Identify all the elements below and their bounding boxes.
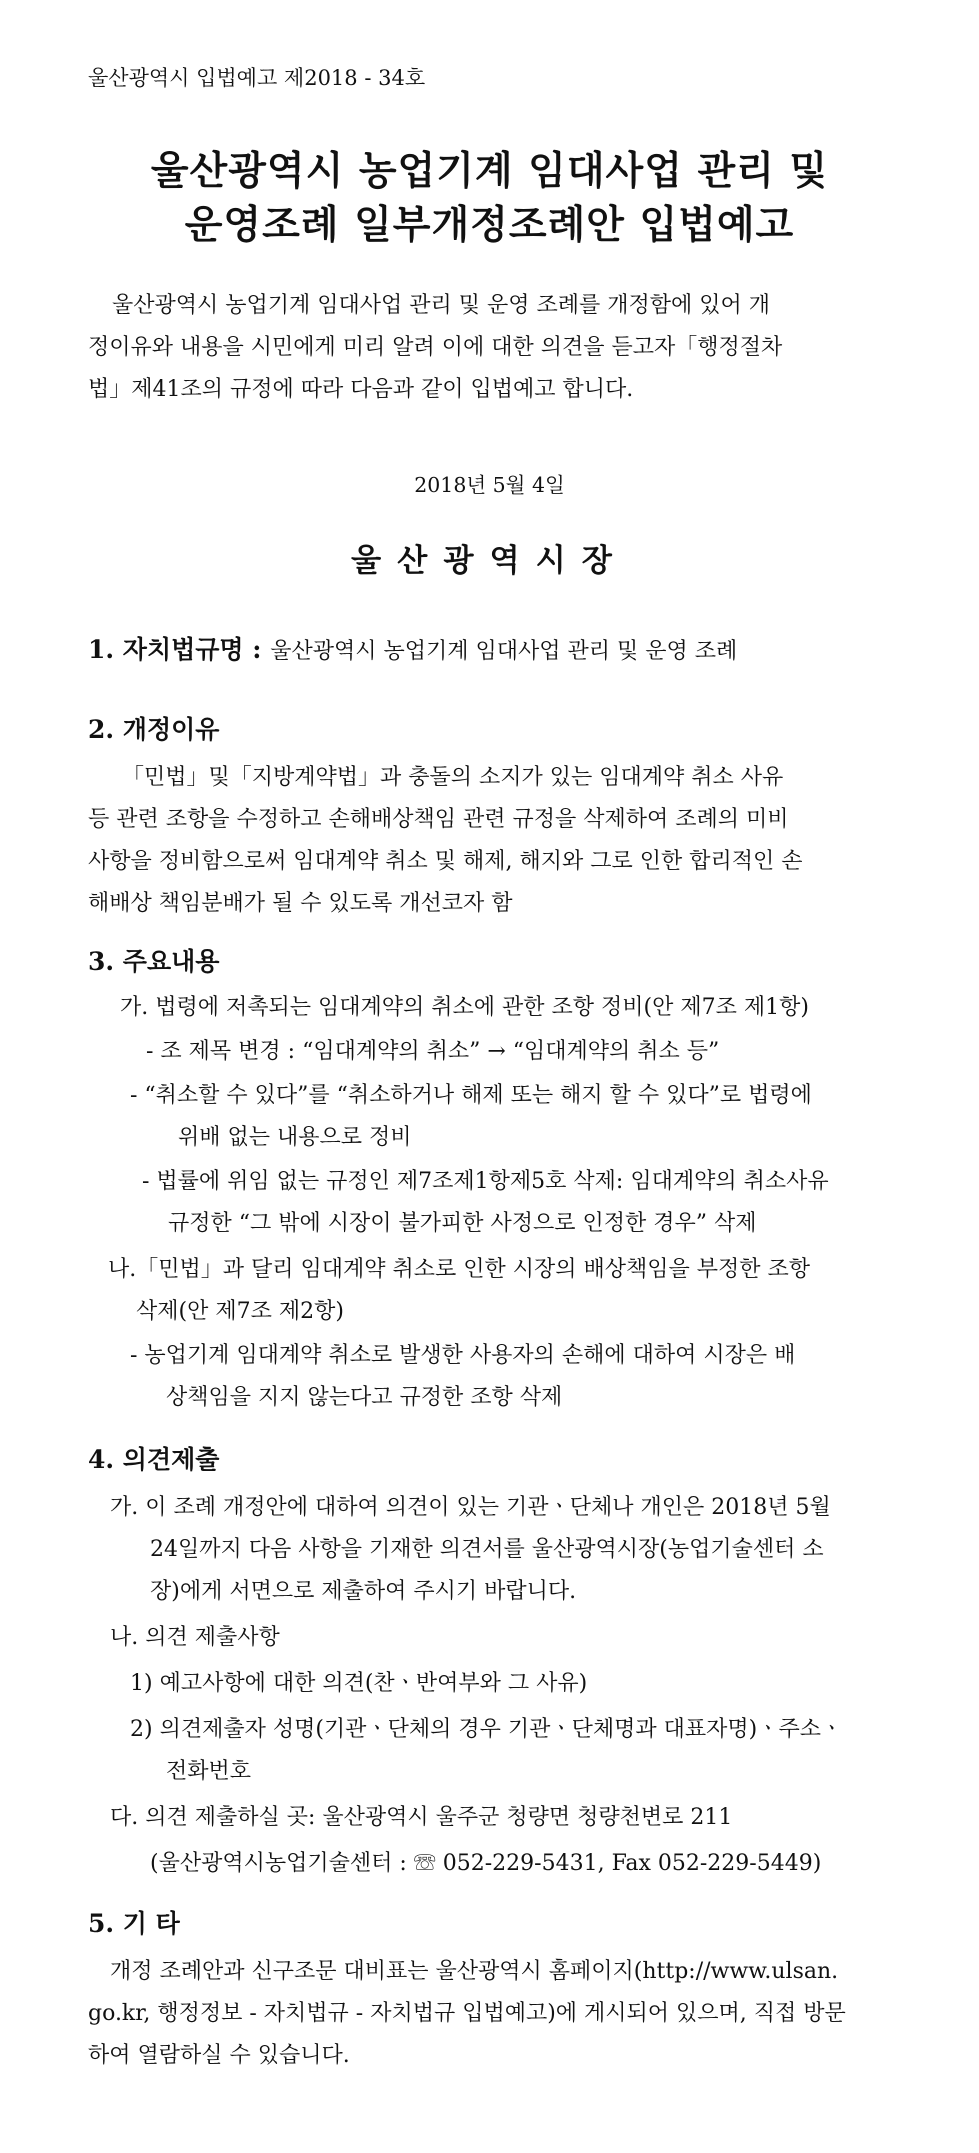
section-5-line-3: 하여 열람하실 수 있습니다. <box>88 2043 350 2068</box>
section-2-line-1: 「민법」및「지방계약법」과 충돌의 소지가 있는 임대계약 취소 사유 <box>122 765 784 790</box>
document-title-line-1: 울산광역시 농업기계 임대사업 관리 및 <box>150 148 829 194</box>
section-4-item-a-line-3: 장)에게 서면으로 제출하여 주시기 바랍니다. <box>150 1579 577 1604</box>
issuer-name: 울산광역시장 <box>351 543 628 579</box>
section-4-item-a-line-2: 24일까지 다음 사항을 기재한 의견서를 울산광역시장(농업기술센터 소 <box>150 1537 824 1562</box>
intro-line-3: 법」제41조의 규정에 따라 다음과 같이 입법예고 합니다. <box>88 377 634 402</box>
section-5-heading: 5. 기 타 <box>88 1909 180 1938</box>
section-4-item-b-2-line-2: 전화번호 <box>166 1759 252 1784</box>
section-2-line-4: 해배상 책임분배가 될 수 있도록 개선코자 함 <box>88 891 513 916</box>
section-3-item-a-2-line-2: 위배 없는 내용으로 정비 <box>178 1125 412 1150</box>
intro-line-2: 정이유와 내용을 시민에게 미리 알려 이에 대한 의견을 듣고자「행정절차 <box>88 335 783 360</box>
section-4-heading: 4. 의견제출 <box>88 1445 220 1474</box>
notice-number: 울산광역시 입법예고 제2018 - 34호 <box>88 66 426 90</box>
section-5-line-1: 개정 조례안과 신구조문 대비표는 울산광역시 홈페이지(http://www.ulsan. <box>110 1959 839 1984</box>
section-4-item-c: 다. 의견 제출하실 곳: 울산광역시 울주군 청량면 청량천변로 211 <box>110 1805 733 1830</box>
section-3-item-a-2-line-1: - “취소할 수 있다”를 “취소하거나 해제 또는 해지 할 수 있다”로 법령에 <box>130 1083 812 1108</box>
section-4-item-b-2-line-1: 2) 의견제출자 성명(기관ㆍ단체의 경우 기관ㆍ단체명과 대표자명)ㆍ주소ㆍ <box>130 1717 843 1742</box>
section-2-line-2: 등 관련 조항을 수정하고 손해배상책임 관련 규정을 삭제하여 조례의 미비 <box>88 807 789 832</box>
section-5-line-2: go.kr, 행정정보 - 자치법규 - 자치법규 입법예고)에 게시되어 있으며, 직접 방문 <box>88 2001 846 2026</box>
section-3-item-a-1: - 조 제목 변경 : “임대계약의 취소” → “임대계약의 취소 등” <box>146 1039 720 1064</box>
section-1 <box>88 630 737 666</box>
section-3-item-a-3-line-1: - 법률에 위임 없는 규정인 제7조제1항제5호 삭제: 임대계약의 취소사유 <box>142 1169 829 1194</box>
section-4-item-b-1: 1) 예고사항에 대한 의견(찬ㆍ반여부와 그 사유) <box>130 1671 588 1696</box>
section-3-item-b-1-line-1: - 농업기계 임대계약 취소로 발생한 사용자의 손해에 대하여 시장은 배 <box>130 1343 796 1368</box>
section-2-line-3: 사항을 정비함으로써 임대계약 취소 및 해제, 해지와 그로 인한 합리적인 손 <box>88 849 803 874</box>
section-3-item-a-3-line-2: 규정한 “그 밖에 시장이 불가피한 사정으로 인정한 경우” 삭제 <box>168 1211 757 1236</box>
section-1-text: 울산광역시 농업기계 임대사업 관리 및 운영 조례 <box>270 639 738 664</box>
section-4-item-b: 나. 의견 제출사항 <box>110 1625 280 1650</box>
section-2-heading: 2. 개정이유 <box>88 715 220 744</box>
notice-date: 2018년 5월 4일 <box>414 473 565 497</box>
section-3-item-b-line-1: 나.「민법」과 달리 임대계약 취소로 인한 시장의 배상책임을 부정한 조항 <box>108 1257 810 1282</box>
section-3-item-b-line-2: 삭제(안 제7조 제2항) <box>136 1299 344 1324</box>
section-1-heading: 1. 자치법규명 : <box>88 635 262 664</box>
intro-line-1: 울산광역시 농업기계 임대사업 관리 및 운영 조례를 개정함에 있어 개 <box>112 293 770 318</box>
section-4-item-a-line-1: 가. 이 조례 개정안에 대하여 의견이 있는 기관ㆍ단체나 개인은 2018년 5월 <box>110 1495 831 1520</box>
document-title-line-2: 운영조례 일부개정조례안 입법예고 <box>184 202 795 248</box>
section-3-item-a: 가. 법령에 저촉되는 임대계약의 취소에 관한 조항 정비(안 제7조 제1항) <box>120 995 809 1020</box>
section-3-item-b-1-line-2: 상책임을 지지 않는다고 규정한 조항 삭제 <box>166 1385 563 1410</box>
section-3-heading: 3. 주요내용 <box>88 947 220 976</box>
section-4-contact: (울산광역시농업기술센터 : ☏ 052-229-5431, Fax 052-229-5449) <box>150 1851 822 1876</box>
